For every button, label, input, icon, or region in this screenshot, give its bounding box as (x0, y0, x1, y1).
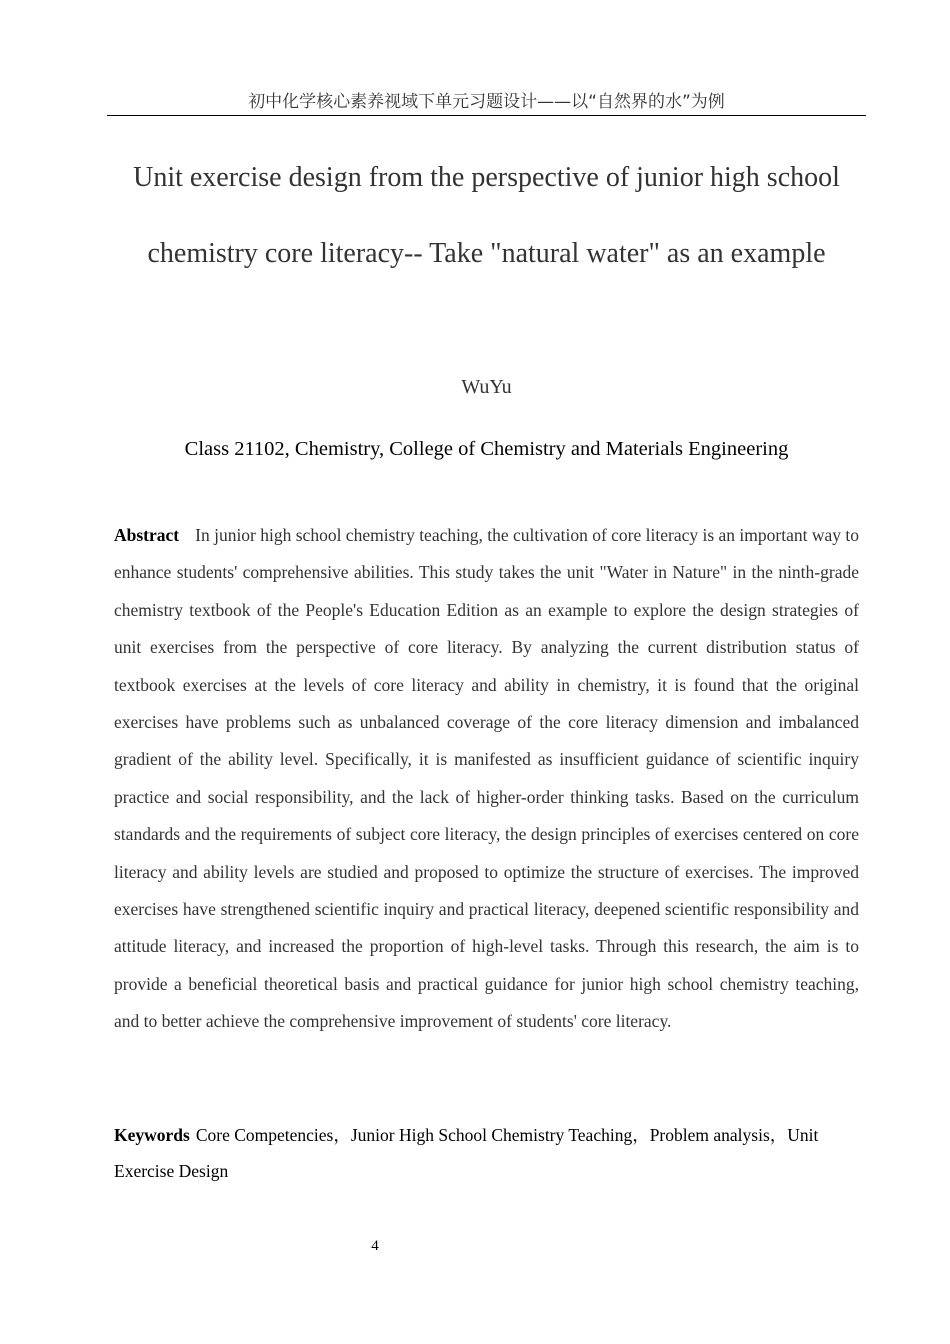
paper-title (100, 140, 873, 292)
page-number: 4 (371, 1238, 379, 1254)
abstract-section (114, 517, 859, 1041)
keywords-label: Keywords (114, 1125, 190, 1145)
abstract-label: Abstract (114, 525, 180, 545)
keywords-text: Core Competencies，Junior High School Chemistry Teaching，Problem analysis，Unit Exercise Design (114, 1125, 819, 1181)
author-affiliation: Class 21102, Chemistry, College of Chemistry and Materials Engineering (184, 438, 789, 460)
keywords-section (114, 1117, 859, 1189)
paper-title-line-1: Unit exercise design from the perspective of junior high school (133, 162, 840, 193)
running-header: 初中化学核心素养视域下单元习题设计——以“自然界的水”为例 (107, 90, 866, 116)
paper-title-line-2: chemistry core literacy-- Take "natural water" as an example (147, 238, 826, 269)
abstract-text: In junior high school chemistry teaching, the cultivation of core literacy is an important way to enhance students' comprehensive abilities. This study takes the unit "Water in Nature" in the ninth-grade chemistry textbook of the People's Education Edition as an example to explore the design strategies of unit exercises from the perspective of core literacy. By analyzing the current distribution status of textbook exercises at the levels of core literacy and ability in chemistry, it is found that the original exercises have problems such as unbalanced coverage of the core literacy dimension and imbalanced gradient of the ability level. Specifically, it is manifested as insufficient guidance of scientific inquiry practice and social responsibility, and the lack of higher-order thinking tasks. Based on the curriculum standards and the requirements of subject core literacy, the design principles of exercises centered on core literacy and ability levels are studied and proposed to optimize the structure of exercises. The improved exercises have strengthened scientific inquiry and practical literacy, deepened scientific responsibility and attitude literacy, and increased the proportion of high-level tasks. Through this research, the aim is to provide a beneficial theoretical basis and practical guidance for junior high school chemistry teaching, and to better achieve the comprehensive improvement of students' core literacy. (114, 525, 859, 1032)
author-name: WuYu (461, 376, 512, 398)
